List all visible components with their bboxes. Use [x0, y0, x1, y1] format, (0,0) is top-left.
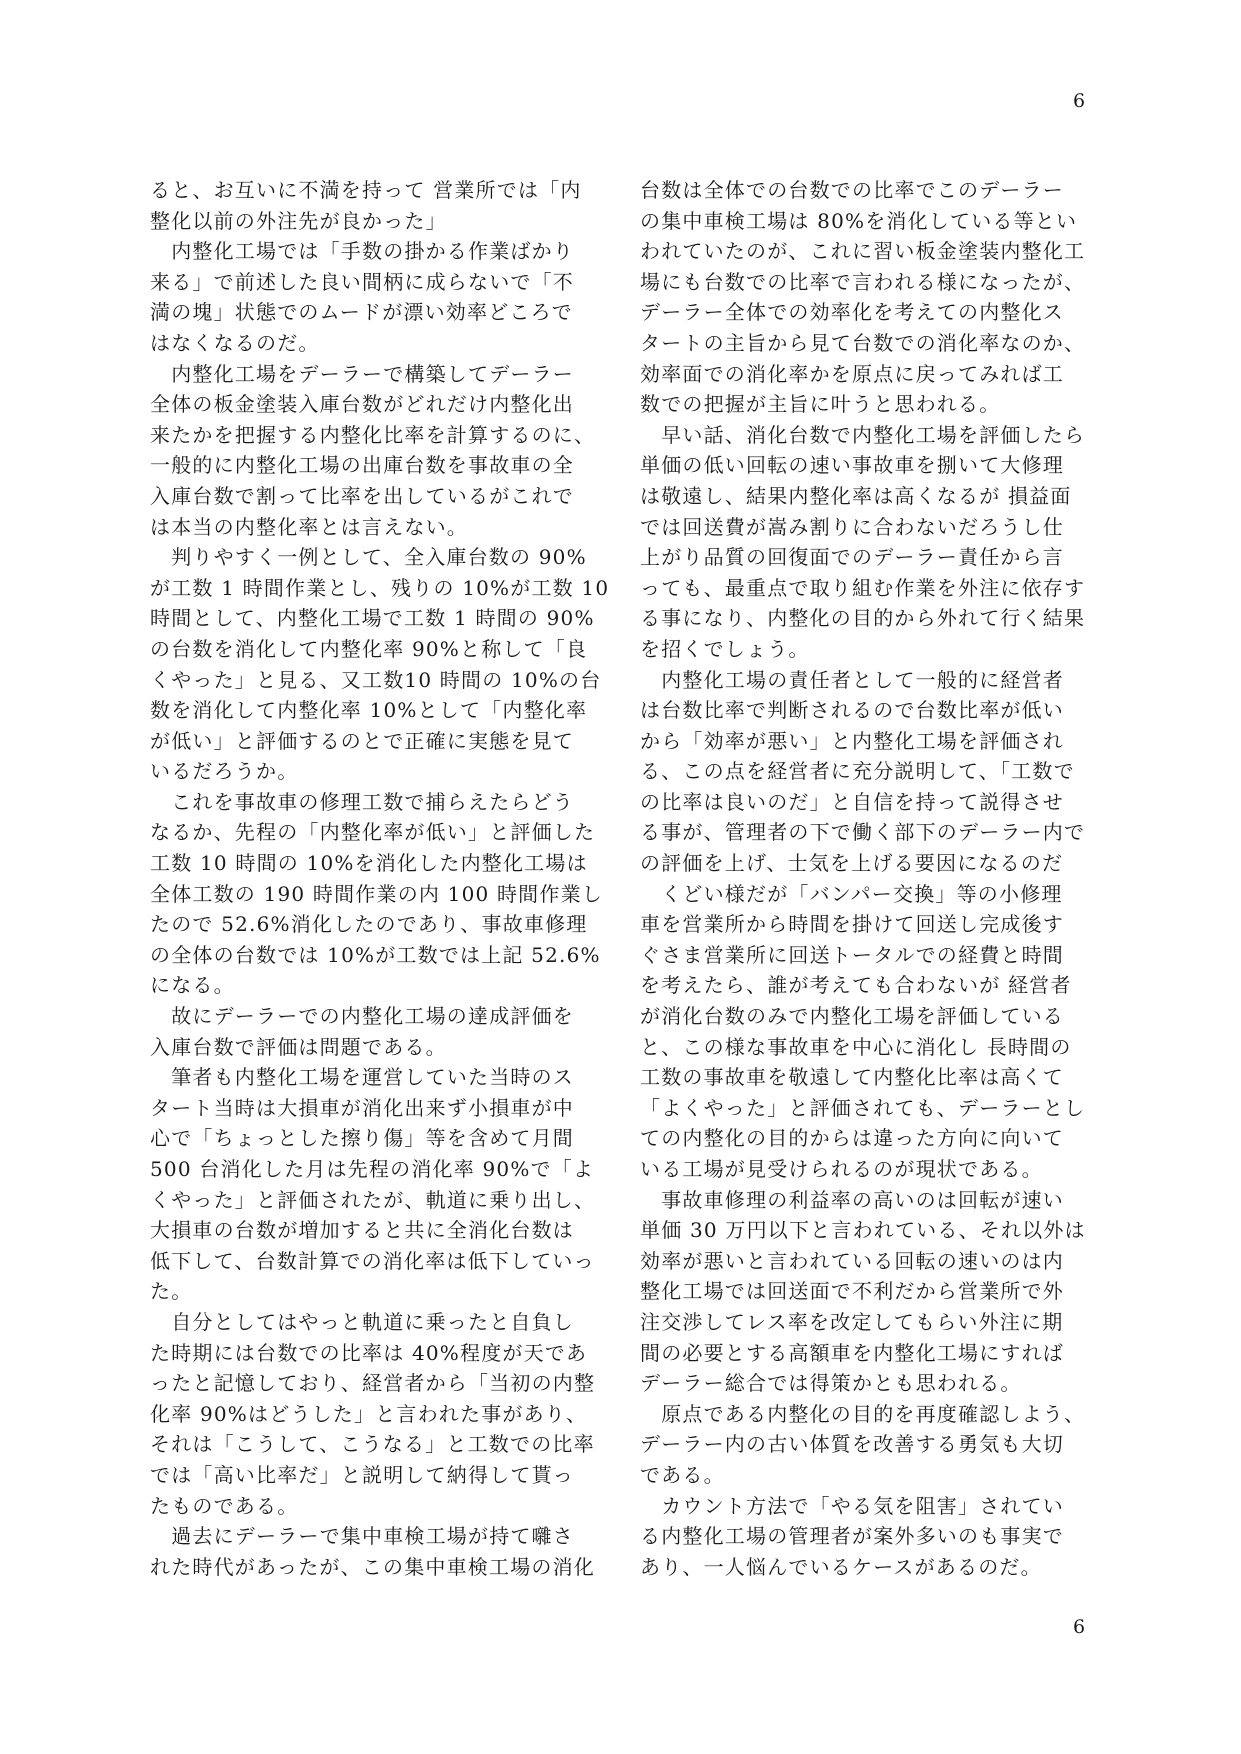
text-line: る事が、管理者の下で働く部下のデーラー内で: [640, 820, 1086, 845]
text-line: では「高い比率だ」と説明して納得して貰っ: [150, 1462, 574, 1487]
text-line: デーラー内の古い体質を改善する勇気も大切: [640, 1432, 1064, 1457]
text-line: 効率が悪いと言われている回転の速いのは内: [640, 1248, 1064, 1273]
text-line: 上がり品質の回復面でのデーラー責任から言: [640, 545, 1064, 570]
text-line: いるだろうか。: [150, 759, 299, 784]
text-line: いる工場が見受けられるのが現状である。: [640, 1157, 1043, 1181]
text-line: 数での把握が主旨に叶うと思われる。: [640, 392, 1001, 417]
text-line: 500 台消化した月は先程の消化率 90%で「よ: [150, 1157, 595, 1181]
text-line: 原点である内整化の目的を再度確認しよう、: [640, 1401, 1086, 1426]
text-line: 全体の板金塗装入庫台数がどれだけ内整化出: [150, 392, 574, 417]
text-line: 化率 90%はどうした」と言われた事があり、: [150, 1401, 588, 1426]
text-line: の台数を消化して内整化率 90%と称して「良: [150, 636, 588, 661]
text-line: 入庫台数で評価は問題である。: [150, 1034, 447, 1059]
text-line: あり、一人悩んでいるケースがあるのだ。: [640, 1554, 1042, 1579]
text-line: 低下して、台数計算での消化率は低下していっ: [150, 1248, 595, 1273]
text-line: ったと記憶しており、経営者から「当初の内整: [150, 1371, 596, 1396]
text-line: 間の必要とする高額車を内整化工場にすれば: [640, 1340, 1064, 1365]
text-line: はなくなるのだ。: [150, 330, 320, 355]
text-line: 内整化工場では「手数の掛かる作業ばかり: [150, 239, 574, 264]
text-line: 場にも台数での比率で言われる様になったが、: [640, 269, 1086, 294]
text-line: 筆者も内整化工場を運営していた当時のス: [150, 1065, 574, 1090]
text-line: 注交渉してレス率を改定してもらい外注に期: [640, 1309, 1064, 1334]
page-number-top: 6: [1073, 90, 1086, 112]
text-line: デーラー全体での効率化を考えての内整化ス: [640, 300, 1064, 325]
text-line: 来たかを把握する内整化比率を計算するのに、: [150, 422, 596, 447]
text-line: 内整化工場をデーラーで構築してデーラー: [150, 361, 574, 386]
text-line: 故にデーラーでの内整化工場の達成評価を: [150, 1004, 574, 1029]
text-line: を招くでしょう。: [640, 636, 810, 661]
text-line: くやった」と評価されたが、軌道に乗り出し、: [150, 1187, 596, 1212]
text-line: 入庫台数で割って比率を出しているがこれで: [150, 483, 574, 508]
text-line: る事になり、内整化の目的から外れて行く結果: [640, 606, 1086, 631]
text-line: た時期には台数での比率は 40%程度が天であ: [150, 1340, 588, 1365]
text-line: ぐさま営業所に回送トータルでの経費と時間: [640, 942, 1064, 967]
text-line: の集中車検工場は 80%を消化している等とい: [640, 208, 1078, 233]
page-number-bottom: 6: [1073, 1616, 1086, 1638]
text-line: 台数は全体での台数での比率でこのデーラー: [640, 178, 1064, 202]
text-line: は台数比率で判断されるので台数比率が低い: [640, 698, 1064, 723]
text-line: 過去にデーラーで集中車検工場が持て囃さ: [150, 1524, 574, 1549]
text-line: たものである。: [150, 1493, 299, 1518]
text-line: 工数の事故車を敬遠して内整化比率は高くて: [640, 1065, 1064, 1090]
text-line: 単価 30 万円以下と言われている、それ以外は: [640, 1218, 1086, 1243]
text-line: これを事故車の修理工数で捕らえたらどう: [150, 789, 574, 814]
left-column: [150, 175, 612, 1582]
text-line: た。: [150, 1279, 193, 1304]
text-line: の全体の台数では 10%が工数では上記 52.6%: [150, 942, 601, 967]
text-line: から「効率が悪い」と内整化工場を評価され: [640, 728, 1064, 753]
text-line: になる。: [150, 973, 235, 998]
text-line: は本当の内整化率とは言えない。: [150, 514, 468, 539]
text-line: タート当時は大損車が消化出来ず小損車が中: [150, 1095, 574, 1120]
text-line: 時間として、内整化工場で工数 1 時間の 90%: [150, 606, 595, 631]
text-line: っても、最重点で取り組む作業を外注に依存す: [640, 575, 1086, 600]
text-line: 自分としてはやっと軌道に乗ったと自負し: [150, 1309, 574, 1334]
text-line: くどい様だが「バンパー交換」等の小修理: [640, 881, 1063, 906]
text-line: と、この様な事故車を中心に消化し 長時間の: [640, 1034, 1072, 1059]
text-line: 一般的に内整化工場の出庫台数を事故車の全: [150, 453, 574, 478]
text-line: る、この点を経営者に充分説明して、「工数で: [640, 759, 1075, 784]
text-line: くやった」と見る、又工数10 時間の 10%の台: [150, 667, 602, 692]
text-line: れた時代があったが、この集中車検工場の消化: [150, 1554, 595, 1579]
text-line: では回送費が嵩み割りに合わないだろうし仕: [640, 514, 1064, 539]
text-line: 工数 10 時間の 10%を消化した内整化工場は: [150, 851, 588, 876]
text-line: 全体工数の 190 時間作業の内 100 時間作業し: [150, 881, 603, 906]
text-line: 満の塊」状態でのムードが漂い効率どころで: [150, 300, 573, 325]
text-line: ると、お互いに不満を持って 営業所では「内: [150, 178, 582, 202]
text-line: が消化台数のみで内整化工場を評価している: [640, 1004, 1064, 1029]
text-line: が工数 1 時間作業とし、残りの 10%が工数 10: [150, 575, 610, 600]
text-line: それは「こうして、こうなる」と工数での比率: [150, 1432, 595, 1457]
text-line: ての内整化の目的からは違った方向に向いて: [640, 1126, 1064, 1151]
text-line: が低い」と評価するのとで正確に実態を見て: [150, 728, 574, 753]
text-line: 大損車の台数が増加すると共に全消化台数は: [150, 1218, 574, 1243]
text-line: 来る」で前述した良い間柄に成らないで「不: [150, 269, 574, 294]
text-line: われていたのが、これに習い板金塗装内整化工: [640, 239, 1086, 264]
text-line: カウント方法で「やる気を阻害」されてい: [640, 1493, 1064, 1518]
text-line: 車を営業所から時間を掛けて回送し完成後す: [640, 912, 1064, 937]
text-line: デーラー総合では得策かとも思われる。: [640, 1371, 1022, 1396]
text-line: 整化工場では回送面で不利だから営業所で外: [640, 1279, 1064, 1304]
text-line: 内整化工場の責任者として一般的に経営者: [640, 667, 1064, 692]
text-line: 事故車修理の利益率の高いのは回転が速い: [640, 1187, 1064, 1212]
text-line: の比率は良いのだ」と自信を持って説得させ: [640, 789, 1064, 814]
text-line: の評価を上げ、士気を上げる要因になるのだ: [640, 851, 1064, 876]
text-line: たので 52.6%消化したのであり、事故車修理: [150, 912, 588, 937]
text-line: 早い話、消化台数で内整化工場を評価したら: [640, 422, 1086, 447]
right-column: [640, 175, 1102, 1582]
text-line: 心で「ちょっとした擦り傷」等を含めて月間: [150, 1126, 574, 1151]
text-line: る内整化工場の管理者が案外多いのも事実で: [640, 1524, 1064, 1549]
text-line: 判りやすく一例として、全入庫台数の 90%: [150, 545, 587, 570]
text-line: 数を消化して内整化率 10%として「内整化率: [150, 698, 588, 723]
text-line: は敬遠し、結果内整化率は高くなるが 損益面: [640, 483, 1072, 508]
text-line: 「よくやった」と評価されても、デーラーとし: [640, 1095, 1086, 1120]
text-line: なるか、先程の「内整化率が低い」と評価した: [150, 820, 596, 845]
text-line: 効率面での消化率かを原点に戻ってみれば工: [640, 361, 1064, 386]
text-line: を考えたら、誰が考えても合わないが 経営者: [640, 973, 1072, 998]
text-line: 単価の低い回転の速い事故車を捌いて大修理: [640, 453, 1064, 478]
text-line: である。: [640, 1462, 725, 1487]
text-line: 整化以前の外注先が良かった」: [150, 208, 447, 233]
text-line: タートの主旨から見て台数での消化率なのか、: [640, 330, 1086, 355]
